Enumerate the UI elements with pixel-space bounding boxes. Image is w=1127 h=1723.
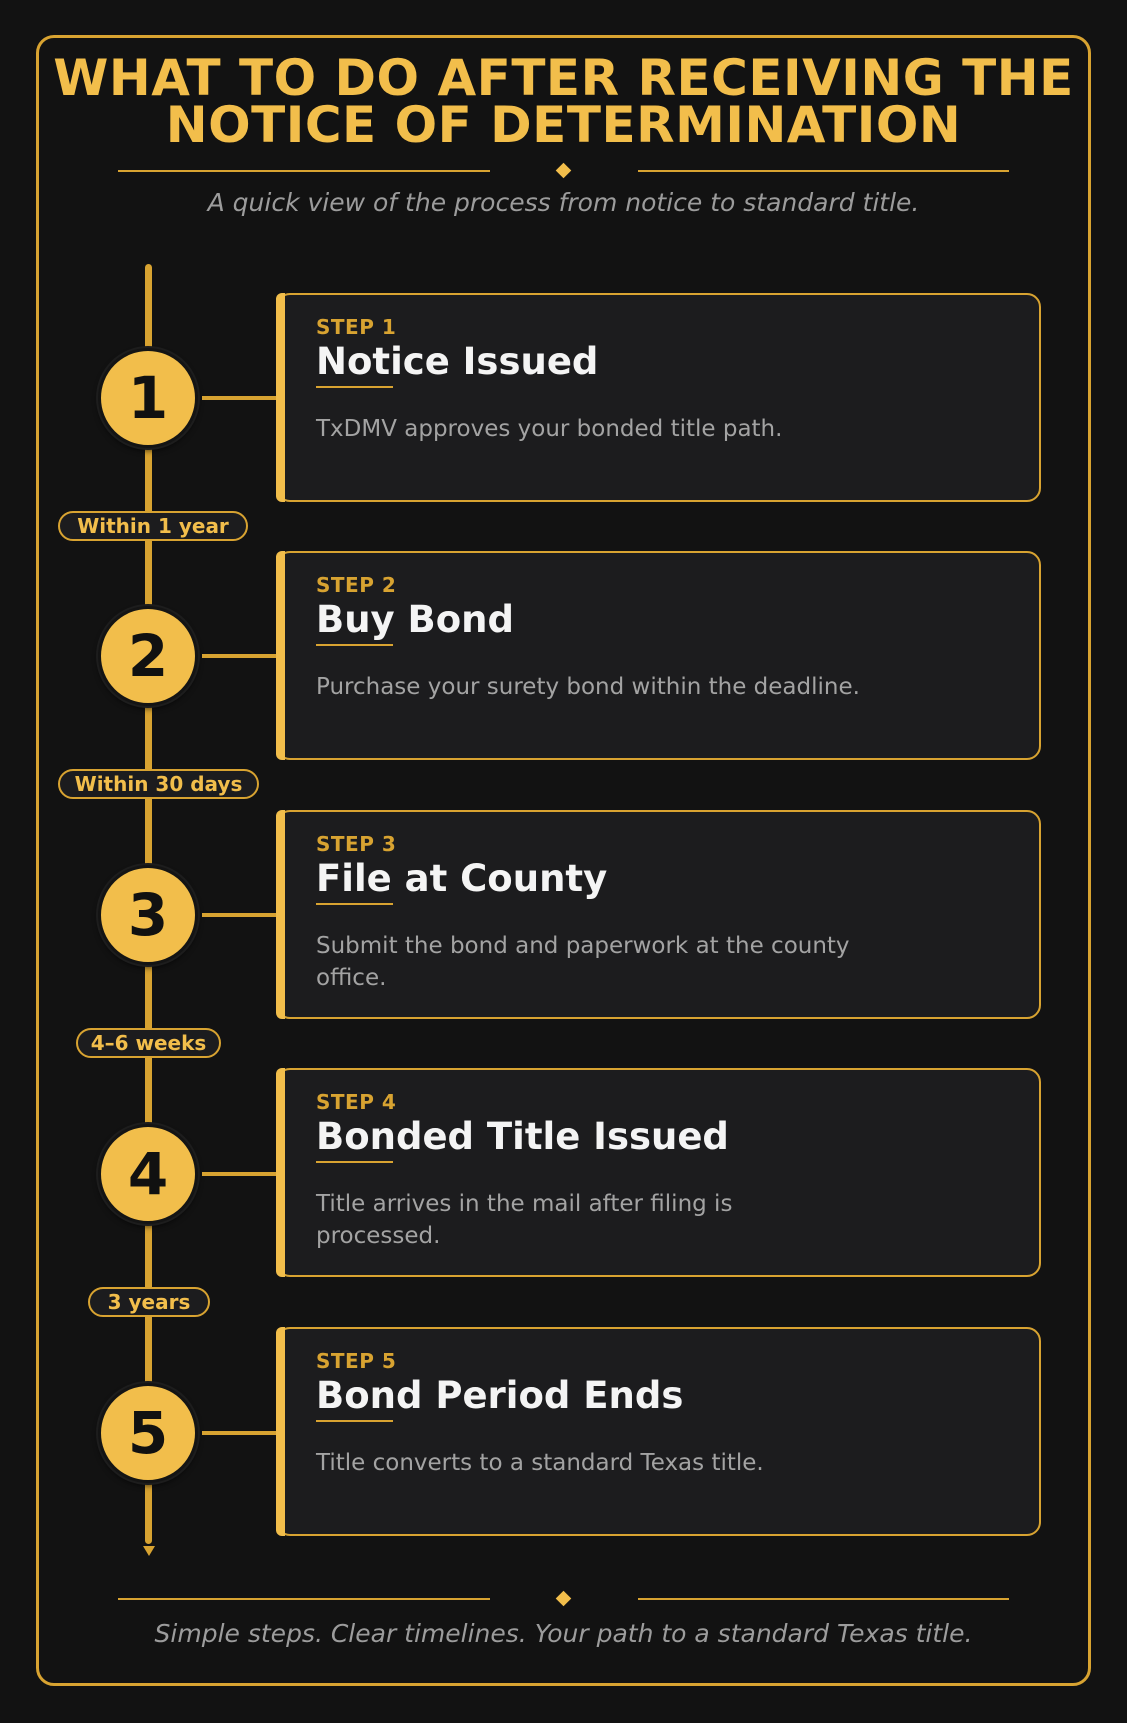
duration-pill-1: Within 1 year <box>58 511 248 541</box>
step-card-3 <box>276 810 1041 1019</box>
step-card-4 <box>276 1068 1041 1277</box>
card-accent-bar <box>276 1068 285 1277</box>
footer-divider <box>118 1591 1009 1607</box>
arrow-down-icon <box>143 1546 155 1556</box>
card-accent-bar <box>276 551 285 760</box>
diamond-icon <box>556 163 572 179</box>
step-description: Title arrives in the mail after filing is processed. <box>316 1191 733 1249</box>
step-title: Buy Bond <box>316 598 514 641</box>
step-label: STEP 2 <box>316 573 397 597</box>
title-underline <box>316 903 393 905</box>
step-description: Purchase your surety bond within the deadline. <box>316 674 860 700</box>
step-description: Submit the bond and paperwork at the county office. <box>316 933 850 991</box>
step-number-badge: 4 <box>98 1124 198 1224</box>
step-card-5 <box>276 1327 1041 1536</box>
step-label: STEP 5 <box>316 1349 397 1373</box>
divider-line-left <box>118 1598 490 1600</box>
step-number-badge: 1 <box>98 348 198 448</box>
step-connector <box>202 1172 277 1176</box>
header-divider <box>118 163 1009 179</box>
divider-line-right <box>638 1598 1009 1600</box>
step-connector <box>202 396 277 400</box>
title-underline <box>316 644 393 646</box>
step-connector <box>202 1431 277 1435</box>
step-connector <box>202 913 277 917</box>
card-accent-bar <box>276 1327 285 1536</box>
footer-tagline: Simple steps. Clear timelines. Your path to a standard Texas title. <box>154 1619 973 1648</box>
duration-pill-4: 3 years <box>88 1287 210 1317</box>
step-title: File at County <box>316 857 608 900</box>
duration-pill-3: 4–6 weeks <box>76 1028 221 1058</box>
step-title: Bond Period Ends <box>316 1374 684 1417</box>
title-line-2: NOTICE OF DETERMINATION <box>165 96 962 154</box>
step-label: STEP 1 <box>316 315 397 339</box>
step-description: TxDMV approves your bonded title path. <box>316 416 783 442</box>
page-title <box>0 49 1127 154</box>
step-number-badge: 3 <box>98 865 198 965</box>
title-line-1: WHAT TO DO AFTER RECEIVING THE <box>53 49 1074 107</box>
step-connector <box>202 654 277 658</box>
divider-line-right <box>638 170 1009 172</box>
divider-line-left <box>118 170 490 172</box>
card-accent-bar <box>276 293 285 502</box>
step-number-badge: 2 <box>98 606 198 706</box>
step-card-1 <box>276 293 1041 502</box>
step-label: STEP 4 <box>316 1090 397 1114</box>
duration-pill-2: Within 30 days <box>58 769 259 799</box>
step-card-2 <box>276 551 1041 760</box>
step-number-badge: 5 <box>98 1383 198 1483</box>
subtitle: A quick view of the process from notice to standard title. <box>207 188 920 217</box>
title-underline <box>316 1161 393 1163</box>
title-underline <box>316 1420 393 1422</box>
step-label: STEP 3 <box>316 832 397 856</box>
step-title: Notice Issued <box>316 340 599 383</box>
step-title: Bonded Title Issued <box>316 1115 729 1158</box>
step-description: Title converts to a standard Texas title. <box>316 1450 764 1476</box>
card-accent-bar <box>276 810 285 1019</box>
diamond-icon <box>556 1591 572 1607</box>
title-underline <box>316 386 393 388</box>
